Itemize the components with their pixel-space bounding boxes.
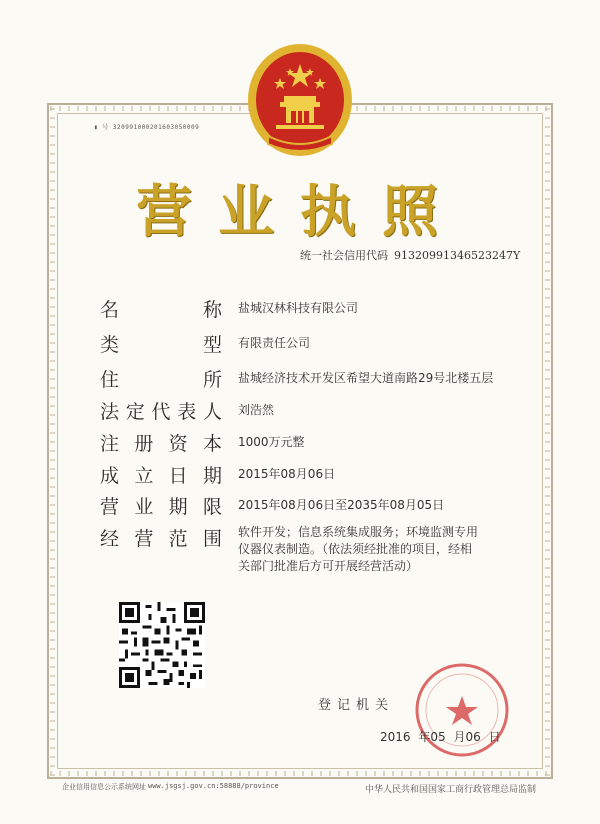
field-label: 住 所 [100,369,222,391]
field-label: 经 营 范 围 [100,528,222,550]
field-label: 名 称 [100,299,222,321]
date-day: 月06 [453,730,481,744]
border-pattern-left [50,106,55,776]
field-value: 有限责任公司 [238,336,311,350]
credit-code-label: 统一社会信用代码 [300,249,388,262]
field-label: 注 册 资 本 [100,433,222,455]
field-label: 法 定 代 表 人 [100,401,222,423]
field-label: 类 型 [100,334,222,356]
field-value: 刘浩然 [238,403,275,417]
field-label: 成 立 日 期 [100,465,222,487]
national-emblem-icon [246,40,354,158]
barcode-icon: ▮ [94,124,99,131]
field-value: 1000万元整 [238,435,305,449]
official-seal-icon [412,660,512,760]
field-value-scope [238,524,528,575]
date-day-suffix: 日 [488,730,501,744]
scope-line: 关部门批准后方可开展经营活动） [238,559,419,573]
qr-code-icon [119,602,205,688]
field-value: 2015年08月06日至2035年08月05日 [238,498,445,512]
scope-line: 仪器仪表制造。（依法须经批准的项目，经相 [238,542,473,556]
field-value: 盐城经济技术开发区希望大道南路29号北楼五层 [238,371,494,385]
border-pattern-right [545,106,550,776]
footer-issuer: 中华人民共和国国家工商行政管理总局监制 [365,785,537,795]
document-title: 营业执照 [136,180,464,245]
border-pattern-bottom [50,771,550,776]
footer-system-name: 企业信用信息公示系统网址 [62,783,146,791]
field-value: 盐城汉林科技有限公司 [238,301,359,315]
serial-prefix: 号 [102,124,109,131]
footer-url[interactable]: www.jsgsj.gov.cn:58888/province [148,782,279,790]
field-label: 营 业 期 限 [100,496,222,518]
registration-date [380,728,505,745]
date-month: 年05 [418,730,446,744]
scope-line: 软件开发；信息系统集成服务；环境监测专用 [238,525,479,539]
registration-authority-label: 登记机关 [318,698,395,713]
date-year: 2016 [380,730,411,744]
field-value: 2015年08月06日 [238,467,336,481]
credit-code-value: 91320991346523247Y [394,249,521,262]
credit-code-line [300,247,520,263]
serial-number [94,122,199,131]
serial-value: 320991000201603050009 [112,124,200,131]
